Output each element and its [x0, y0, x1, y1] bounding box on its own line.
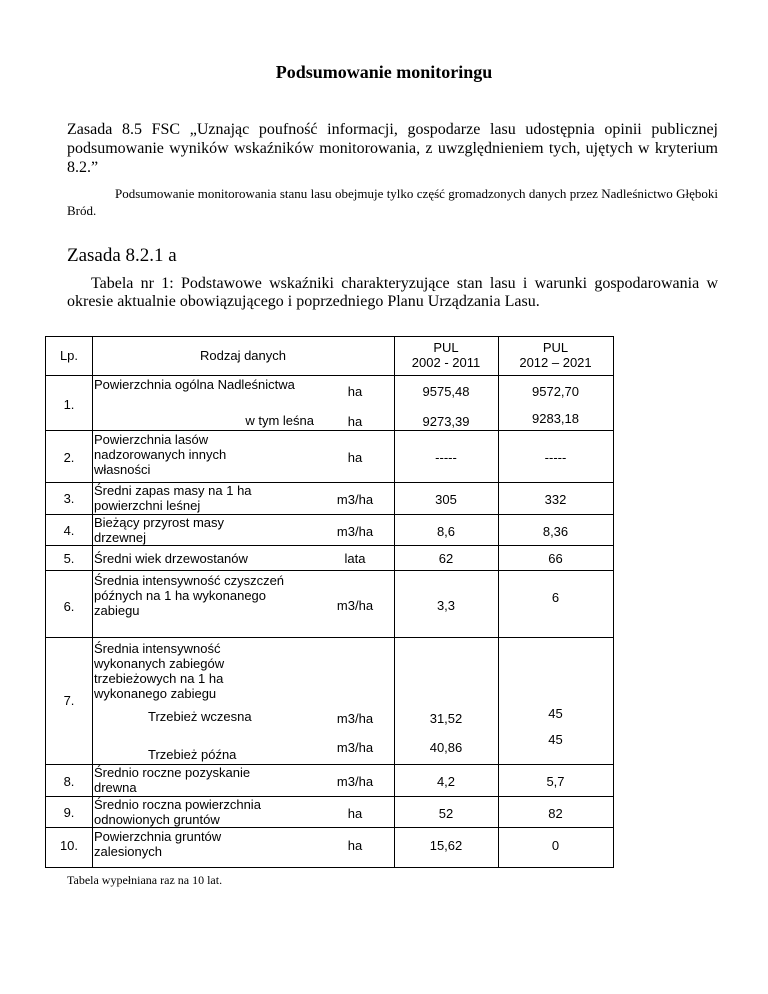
row-lp: 6. [63, 599, 75, 614]
row-unit: ha [347, 384, 363, 399]
table-footnote: Tabela wypełniana raz na 10 lat. [67, 873, 223, 887]
row-sub-value-2012: 45 [548, 706, 563, 721]
table-divider [46, 375, 613, 376]
row-value-2012: 8,36 [542, 524, 569, 539]
row-value-2002: 9575,48 [422, 384, 470, 399]
row-lp: 7. [63, 693, 75, 708]
row-unit: m3/ha [336, 598, 374, 613]
row-unit: ha [347, 806, 363, 821]
row-value-2002: 4,2 [436, 774, 456, 789]
row-value-2002: 305 [435, 492, 457, 507]
row-value-2002: 8,6 [436, 524, 456, 539]
row-sub-unit: ha [347, 414, 363, 429]
row-value-2012: 9572,70 [532, 384, 579, 399]
table-divider [46, 545, 613, 546]
row-lp: 3. [63, 491, 75, 506]
row-desc: Średnio roczna powierzchnia odnowionych gruntów [94, 797, 261, 827]
row-sub-value-2002: 9273,39 [422, 414, 470, 429]
row-desc: Średnia intensywność czyszczeń późnych na 1 ha wykonanego zabiegu [94, 573, 285, 618]
row-value-2002: 15,62 [429, 838, 463, 853]
table-divider [92, 337, 93, 867]
row-desc: Średnia intensywność wykonanych zabiegów trzebieżowych na 1 ha wykonanego zabiegu [94, 641, 225, 701]
row-sub-value-2002: 31,52 [429, 711, 463, 726]
row-lp: 5. [63, 551, 75, 566]
row-lp: 4. [63, 523, 75, 538]
section-heading: Zasada 8.2.1 a [67, 245, 177, 266]
row-value-2012: 332 [544, 492, 567, 507]
row-desc: Powierzchnia gruntów zalesionych [94, 829, 222, 859]
row-sub-value-2012: 45 [548, 732, 563, 747]
row-desc: Powierzchnia ogólna Nadleśnictwa [94, 377, 295, 392]
row-value-2012: 0 [551, 838, 560, 853]
row-value-2012: 82 [548, 806, 563, 821]
row-sub-desc: Trzebież wczesna [148, 709, 252, 724]
table-divider [46, 430, 613, 431]
scope-paragraph: Podsumowanie monitorowania stanu lasu obejmuje tylko część gromadzonych danych przez Nadleśnictwo Głęboki Bród. [67, 186, 718, 218]
table-divider [46, 570, 613, 571]
row-value-2002: 62 [438, 551, 454, 566]
table-divider [46, 637, 613, 638]
header-pul-period: 2012 – 2021 [519, 355, 592, 370]
header-data-type: Rodzaj danych [200, 348, 286, 363]
row-lp: 9. [63, 805, 75, 820]
row-unit: m3/ha [336, 524, 374, 539]
indicators-table [45, 336, 614, 868]
row-desc: Bieżący przyrost masy drzewnej [94, 515, 225, 545]
row-sub-desc: Trzebież późna [148, 747, 237, 762]
table-divider [46, 827, 613, 828]
row-desc: Średni wiek drzewostanów [94, 551, 248, 566]
header-pul-label: PUL [542, 340, 569, 355]
row-desc: Średni zapas masy na 1 ha powierzchni leśnej [94, 483, 252, 513]
row-sub-value-2002: 40,86 [429, 740, 463, 755]
row-lp: 8. [63, 774, 75, 789]
page-title: Podsumowanie monitoringu [275, 62, 493, 82]
row-lp: 2. [63, 450, 75, 465]
row-value-2002: ----- [435, 450, 457, 465]
header-pul-2012 [498, 340, 613, 370]
row-unit: ha [347, 450, 363, 465]
row-unit: m3/ha [336, 774, 374, 789]
row-lp: 1. [63, 397, 75, 412]
intro-paragraph: Zasada 8.5 FSC „Uznając poufność informacji, gospodarze lasu udostępnia opinii publicznej podsumowanie wyników wskaźników monitorowania, z uwzględnieniem tych, ujętych w kryterium 8.2.” [67, 121, 718, 176]
row-desc: Średnio roczne pozyskanie drewna [94, 765, 251, 795]
table-caption: Tabela nr 1: Podstawowe wskaźniki charakteryzujące stan lasu i warunki gospodarowania w okresie aktualnie obowiązującego i poprzedniego Planu Urządzania Lasu. [67, 275, 718, 310]
row-sub-unit: m3/ha [336, 711, 374, 726]
row-value-2012: 6 [551, 590, 560, 605]
row-sub-unit: m3/ha [336, 740, 374, 755]
row-sub-desc: w tym leśna [245, 413, 314, 428]
row-sub-value-2012: 9283,18 [532, 411, 579, 426]
row-lp: 10. [59, 838, 79, 853]
row-value-2012: 66 [548, 551, 563, 566]
row-value-2012: 5,7 [546, 774, 565, 789]
row-unit: ha [347, 838, 363, 853]
row-value-2012: ----- [544, 450, 567, 465]
row-unit: lata [344, 551, 366, 566]
row-desc: Powierzchnia lasów nadzorowanych innych własności [94, 432, 227, 477]
row-value-2002: 52 [438, 806, 454, 821]
row-value-2002: 3,3 [436, 598, 456, 613]
row-unit: m3/ha [336, 492, 374, 507]
header-lp: Lp. [59, 348, 79, 363]
header-pul-2002 [394, 340, 498, 370]
header-pul-period: 2002 - 2011 [411, 355, 481, 370]
header-pul-label: PUL [433, 340, 459, 355]
